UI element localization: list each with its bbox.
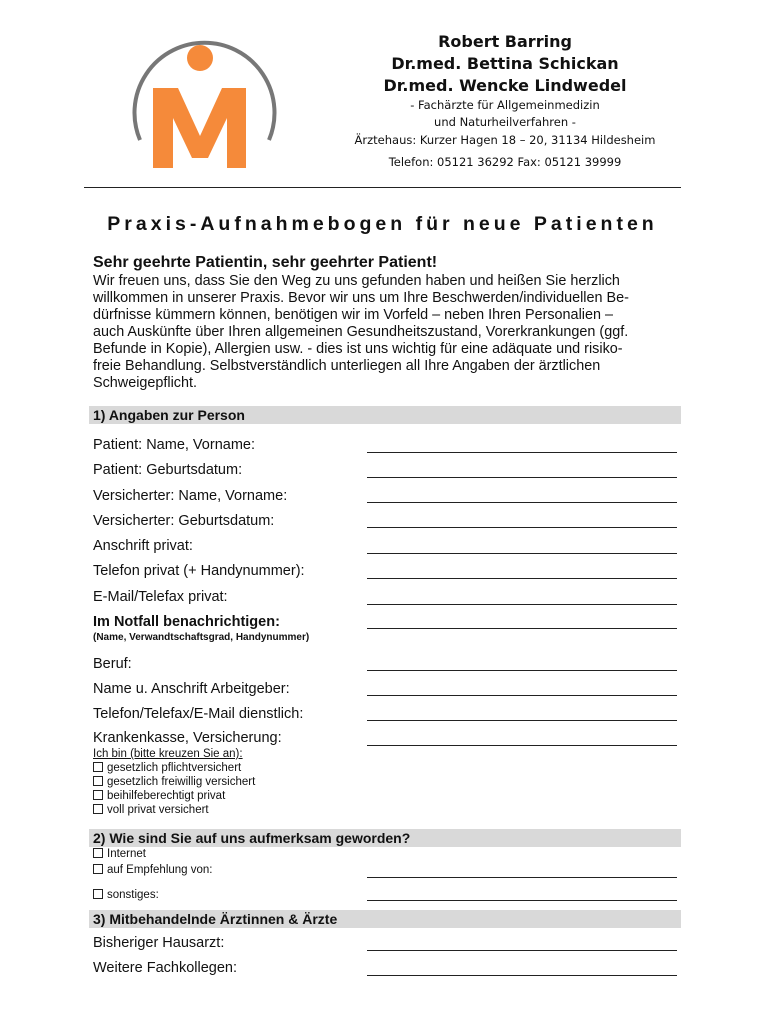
field-line-recommendation[interactable] [367,877,677,878]
intro-line: Wir freuen uns, dass Sie den Weg zu uns gefunden haben und heißen Sie herzlich [93,273,620,289]
intro-text [93,273,678,392]
referral-option-label: sonstiges: [107,889,159,901]
section-heading-doctors: 3) Mitbehandelnde Ärztinnen & Ärzte [89,910,681,928]
intro-line: auch Auskünfte über Ihren allgemeinen Gesundheitszustand, Vorerkrankungen (ggf. [93,324,629,340]
field-line-emergency[interactable] [367,628,677,629]
intro-line: dürfnisse kümmern können, benötigen wir im Vorfeld – neben Ihren Personalien – [93,307,613,323]
intro-line: Schweigepflicht. [93,375,197,391]
practice-logo [118,18,282,178]
form-title: Praxis-Aufnahmebogen für neue Patienten [107,213,658,235]
insurance-option[interactable] [93,762,241,774]
referral-option-label: Internet [107,848,146,860]
insurance-prompt: Ich bin (bitte kreuzen Sie an): [93,748,243,760]
practice-phone: Telefon: 05121 36292 Fax: 05121 39999 [388,155,622,169]
section-heading-referral: 2) Wie sind Sie auf uns aufmerksam geworden? [89,829,681,847]
field-label-emergency: Im Notfall benachrichtigen: [93,614,280,630]
field-label-family-doctor: Bisheriger Hausarzt: [93,935,225,951]
section-heading-person: 1) Angaben zur Person [89,406,681,424]
checkbox-icon[interactable] [93,864,103,874]
field-label-address: Anschrift privat: [93,538,193,554]
field-label-insurance: Krankenkasse, Versicherung: [93,730,282,746]
field-line-other[interactable] [367,900,677,901]
field-label-patient-birthdate: Patient: Geburtsdatum: [93,462,243,478]
field-line-specialists[interactable] [367,975,677,976]
field-line-work-contact[interactable] [367,720,677,721]
field-line-insured-name[interactable] [367,502,677,503]
field-line-insurance[interactable] [367,745,677,746]
field-label-specialists: Weitere Fachkollegen: [93,960,238,976]
insurance-option-label: voll privat versichert [107,804,209,816]
emergency-hint: (Name, Verwandtschaftsgrad, Handynummer) [93,632,310,643]
field-label-insured-name: Versicherter: Name, Vorname: [93,488,288,504]
field-label-occupation: Beruf: [93,656,132,672]
doctor-name-1: Robert Barring [438,32,572,51]
field-line-insured-birthdate[interactable] [367,527,677,528]
insurance-option[interactable] [93,776,255,788]
field-line-phone[interactable] [367,578,677,579]
checkbox-icon[interactable] [93,804,103,814]
referral-option-other[interactable] [93,889,159,901]
specialty-line-2: und Naturheilverfahren - [434,115,576,129]
field-label-patient-name: Patient: Name, Vorname: [93,437,255,453]
insurance-option[interactable] [93,804,209,816]
header-divider [84,187,681,188]
insurance-option[interactable] [93,790,225,802]
field-label-phone: Telefon privat (+ Handynummer): [93,563,305,579]
field-label-insured-birthdate: Versicherter: Geburtsdatum: [93,513,275,529]
field-line-patient-name[interactable] [367,452,677,453]
insurance-option-label: beihilfeberechtigt privat [107,790,226,802]
intro-line: freie Behandlung. Selbstverständlich unterliegen all Ihre Angaben der ärztlichen [93,358,601,374]
greeting: Sehr geehrte Patientin, sehr geehrter Patient! [93,254,438,271]
referral-option-recommendation[interactable] [93,864,213,876]
insurance-option-label: gesetzlich pflichtversichert [107,762,242,774]
field-line-address[interactable] [367,553,677,554]
field-label-work-contact: Telefon/Telefax/E-Mail dienstlich: [93,706,304,722]
intro-line: willkommen in unserer Praxis. Bevor wir uns um Ihre Beschwerden/individuellen Be- [93,290,629,306]
checkbox-icon[interactable] [93,848,103,858]
checkbox-icon[interactable] [93,790,103,800]
doctor-name-3: Dr.med. Wencke Lindwedel [383,76,627,95]
field-line-email[interactable] [367,604,677,605]
specialty-line-1: - Fachärzte für Allgemeinmedizin [410,98,600,112]
field-label-email: E-Mail/Telefax privat: [93,589,228,605]
practice-address: Ärztehaus: Kurzer Hagen 18 – 20, 31134 Hildesheim [354,133,656,147]
insurance-option-label: gesetzlich freiwillig versichert [107,776,256,788]
intro-line: Befunde in Kopie), Allergien usw. - dies ist uns wichtig für eine adäquate und risiko- [93,341,623,357]
referral-option-label: auf Empfehlung von: [107,864,213,876]
checkbox-icon[interactable] [93,889,103,899]
field-line-employer[interactable] [367,695,677,696]
field-line-patient-birthdate[interactable] [367,477,677,478]
referral-option-internet[interactable] [93,848,146,860]
checkbox-icon[interactable] [93,776,103,786]
checkbox-icon[interactable] [93,762,103,772]
field-line-family-doctor[interactable] [367,950,677,951]
doctor-name-2: Dr.med. Bettina Schickan [391,54,619,73]
field-line-occupation[interactable] [367,670,677,671]
field-label-employer: Name u. Anschrift Arbeitgeber: [93,681,290,697]
